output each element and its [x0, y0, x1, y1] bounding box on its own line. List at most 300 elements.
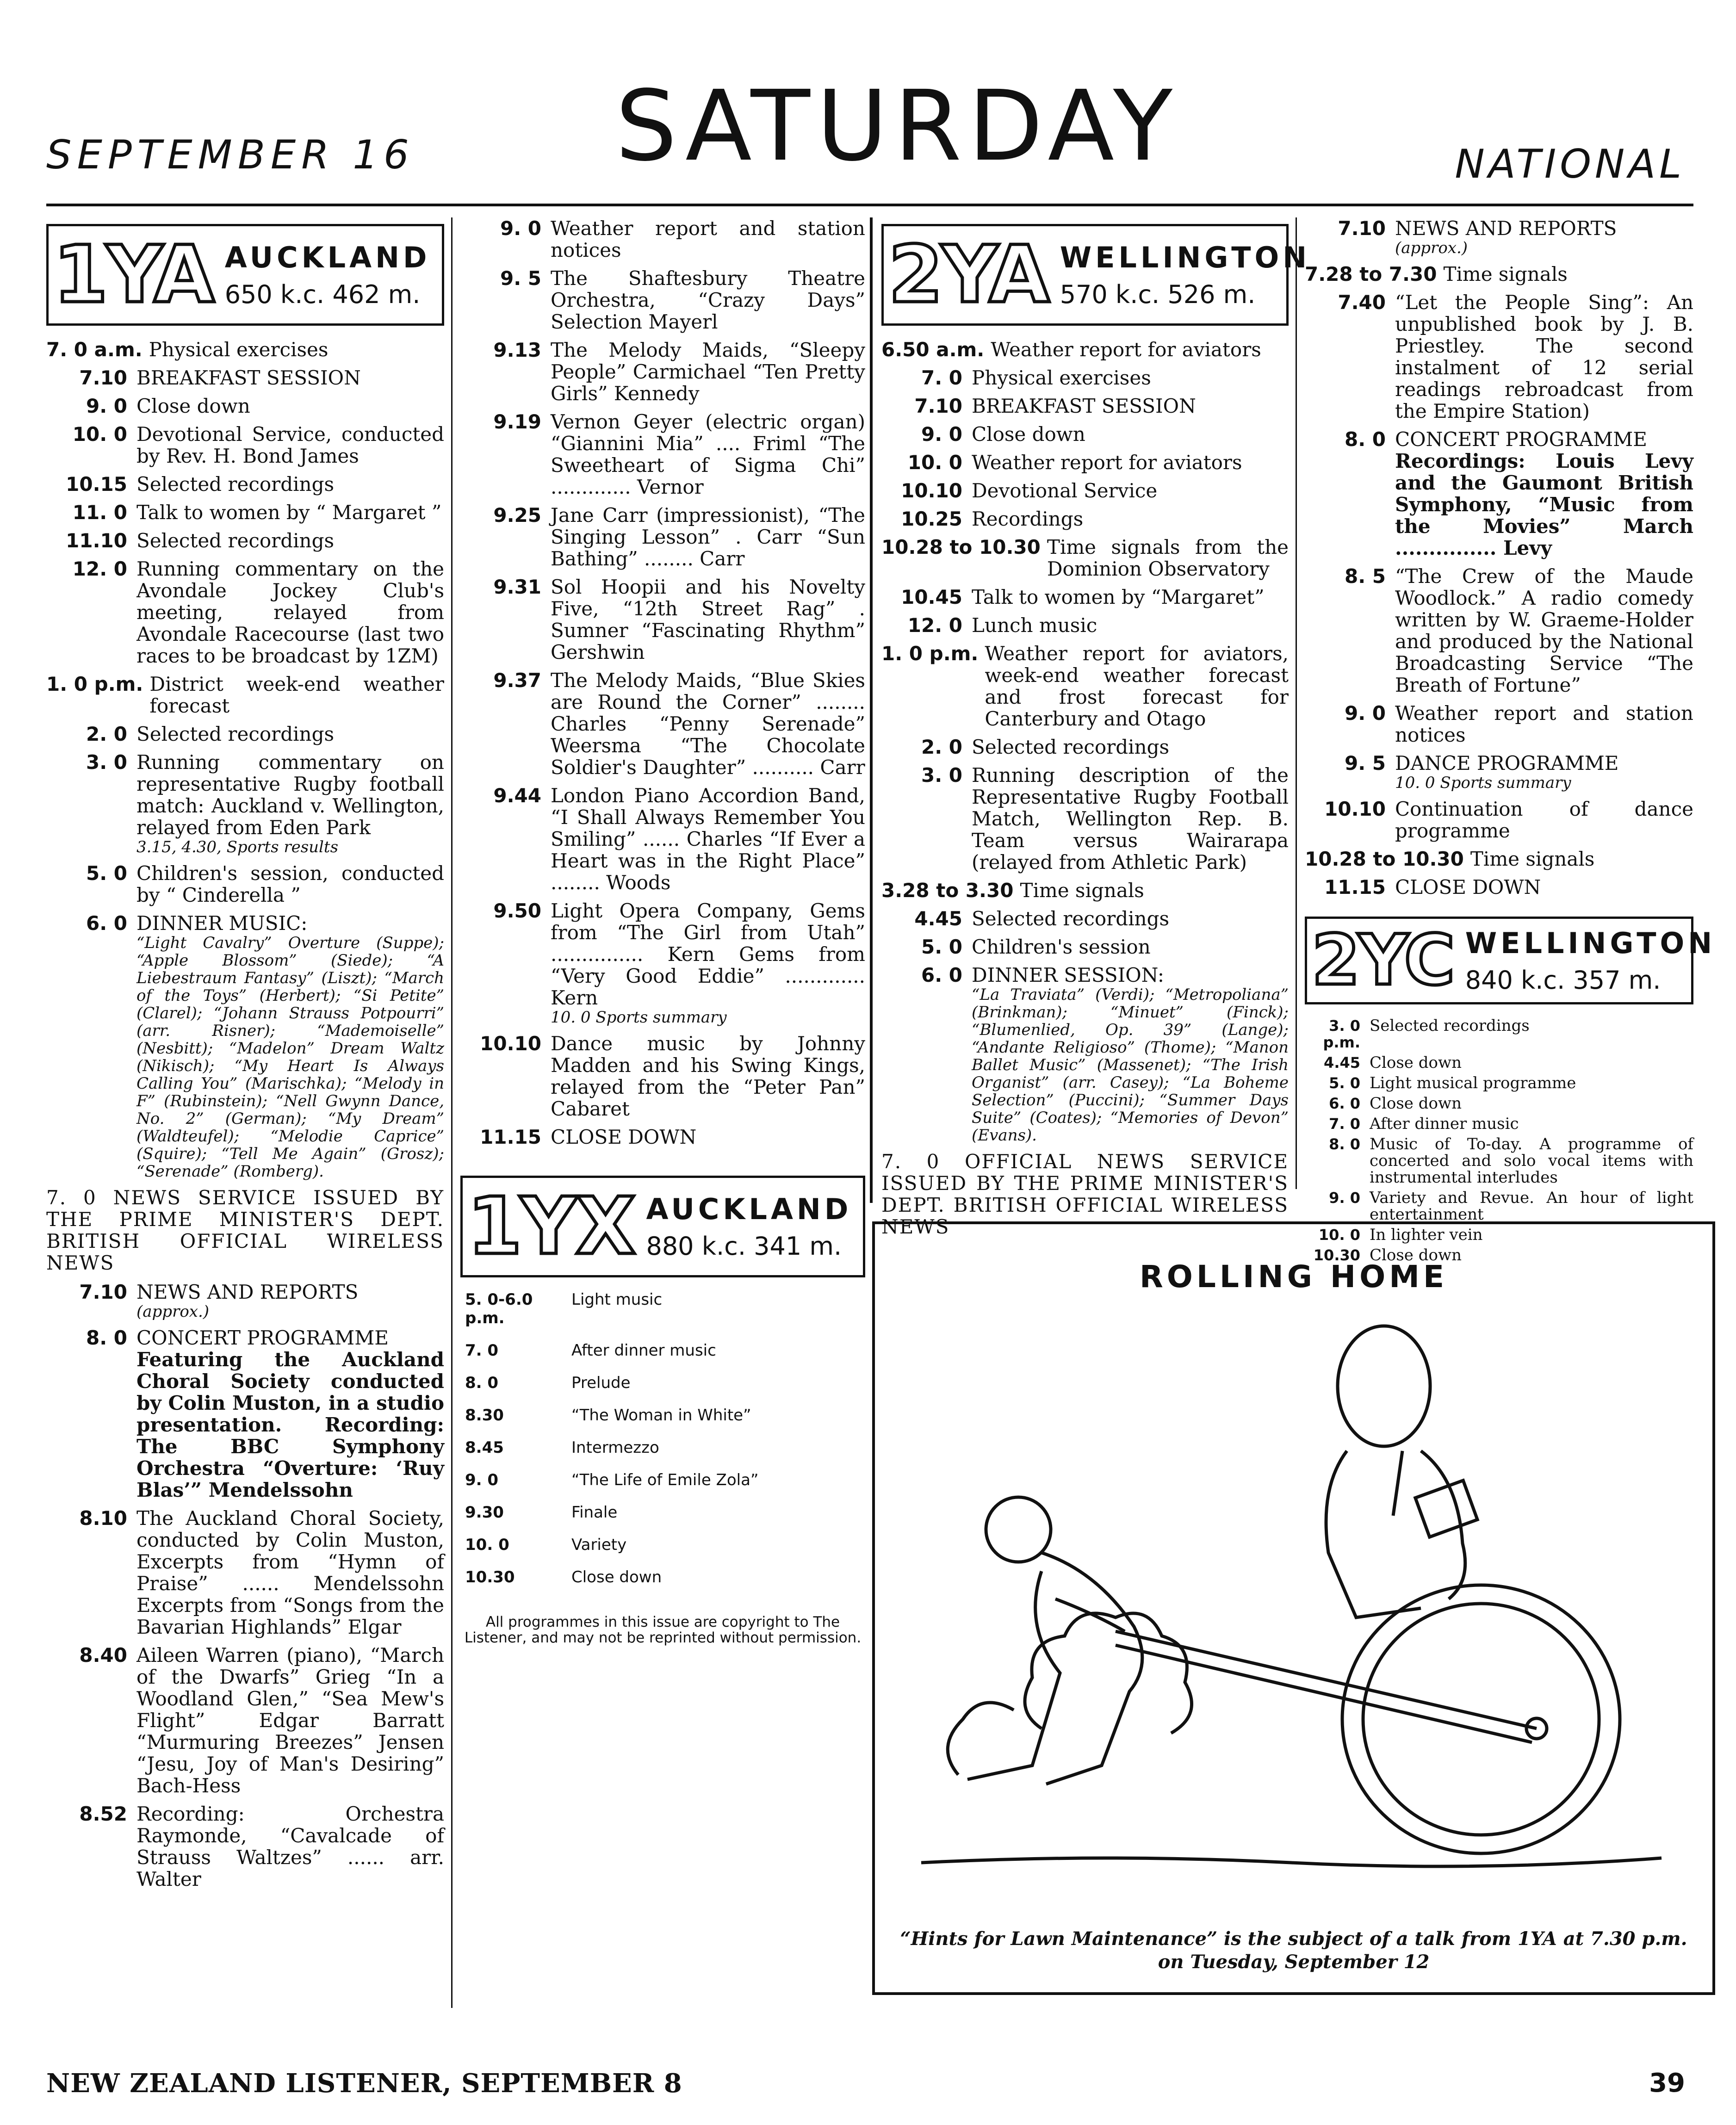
programme-entry — [46, 502, 444, 523]
programme-time: 7. 0 — [465, 1341, 499, 1360]
programme-body — [972, 764, 1289, 873]
programme-entry — [46, 339, 444, 360]
programme-title: Sol Hoopii and his Novelty Five, “12th Street Rag” . Sumner “Fascinating Rhythm” Gershwin — [551, 576, 865, 663]
programme-title: Aileen Warren (piano), “March of the Dwarfs” Grieg “In a Woodland Glen,” “Sea Mew's Flight” Edgar Barratt “Murmuring Breezes” Jensen “Jesu, Joy of Man's Desiring” Bach-Hess — [136, 1644, 444, 1797]
station-logo: 2YC — [1312, 920, 1453, 1001]
programme-body — [136, 395, 444, 417]
programme-entry — [881, 964, 1289, 1144]
programme-time: 10.45 — [901, 586, 962, 608]
programme-time: 3. 0 p.m. — [1323, 1017, 1360, 1051]
programme-entry — [881, 643, 1289, 730]
programme-time: 7.10 — [79, 1281, 127, 1303]
programme-time: 8. 0 — [1344, 428, 1386, 451]
programme-time: 8.52 — [79, 1803, 127, 1825]
programme-time: 9. 0 — [921, 423, 962, 446]
programme-body — [571, 1438, 865, 1457]
programme-entry — [1305, 1190, 1693, 1223]
programme-title: BREAKFAST SESSION — [136, 366, 361, 389]
programme-time: 5. 0-6.0 p.m. — [465, 1290, 533, 1327]
programme-entry — [1305, 291, 1693, 422]
programme-details: Recordings: Louis Levy and the Gaumont British Symphony, “Music from the Movies” March ............... Levy — [1395, 450, 1693, 559]
programme-body — [972, 936, 1289, 958]
programme-time: 8. 5 — [1344, 565, 1386, 588]
programme-body — [1370, 1017, 1693, 1051]
programme-entry — [1305, 876, 1693, 898]
page-date: SEPTEMBER 16 — [46, 132, 415, 178]
programme-title: Light music — [571, 1290, 663, 1309]
programme-title: Weather report and station notices — [551, 217, 865, 261]
station-frequency: 880 k.c. 341 m. — [646, 1232, 842, 1261]
programme-note: 10. 0 Sports summary — [551, 1008, 727, 1027]
programme-list — [881, 339, 1289, 1238]
programme-time: 4.45 — [1324, 1054, 1360, 1072]
programme-title: Talk to women by “ Margaret ” — [136, 501, 442, 524]
programme-entry — [46, 912, 444, 1180]
column-2YA-cont — [1305, 217, 1716, 1267]
programme-time: 9.13 — [493, 339, 541, 361]
programme-entry — [46, 558, 444, 667]
programme-time: 8.45 — [465, 1438, 504, 1457]
programme-body — [1370, 1136, 1693, 1186]
programme-entry — [46, 1507, 444, 1638]
programme-body — [551, 576, 865, 663]
programme-body — [1370, 1190, 1693, 1223]
programme-entry — [460, 1290, 865, 1327]
programme-time: 2. 0 — [921, 736, 962, 758]
programme-time: 8. 0 — [86, 1326, 127, 1349]
programme-time: 8. 0 — [465, 1374, 499, 1392]
programme-time: 9.30 — [465, 1503, 504, 1522]
programme-title: Time signals — [1470, 848, 1595, 870]
programme-title: Devotional Service — [972, 479, 1158, 502]
programme-time: 9. 0 — [86, 395, 127, 417]
programme-title: Close down — [1370, 1246, 1462, 1264]
programme-title: Vernon Geyer (electric organ) “Giannini Mia” .... Friml “The Sweetheart of Sigma Chi” ............. Vernor — [551, 410, 865, 498]
illustration-title: ROLLING HOME — [1139, 1259, 1448, 1295]
programme-entry — [881, 395, 1289, 417]
programme-body — [551, 217, 865, 261]
programme-list — [46, 339, 444, 1890]
programme-body — [1395, 217, 1693, 257]
programme-entry — [881, 880, 1289, 901]
programme-title: Devotional Service, conducted by Rev. H. Bond James — [136, 423, 444, 467]
programme-time: 3. 0 — [86, 751, 127, 774]
programme-title: Running commentary on the Avondale Jockey Club's meeting, relayed from Avondale Racecourse (last two races to be broadcast by 1ZM) — [136, 558, 444, 667]
programme-time: 10.10 — [901, 479, 962, 502]
programme-body — [1395, 798, 1693, 842]
programme-title: Close down — [1370, 1094, 1462, 1113]
programme-time: 11.10 — [66, 529, 127, 552]
programme-entry — [46, 862, 444, 906]
news-notice: 7. 0 OFFICIAL NEWS SERVICE ISSUED BY THE PRIME MINISTER'S DEPT. BRITISH OFFICIAL WIRELESS NEWS — [881, 1150, 1289, 1238]
column-divider-2 — [870, 217, 873, 1203]
programme-title: CLOSE DOWN — [1395, 876, 1541, 898]
programme-body — [1395, 428, 1693, 559]
programme-entry — [1305, 565, 1693, 696]
programme-entry — [881, 339, 1289, 360]
programme-title: “The Life of Emile Zola” — [571, 1471, 759, 1489]
footer-publication: NEW ZEALAND LISTENER, SEPTEMBER 8 — [46, 2068, 682, 2099]
news-notice: 7. 0 NEWS SERVICE ISSUED BY THE PRIME MINISTER'S DEPT. BRITISH OFFICIAL WIRELESS NEWS — [46, 1186, 444, 1274]
station-box-2YC — [1305, 917, 1716, 1004]
programme-entry — [460, 1374, 865, 1392]
programme-body — [1020, 880, 1289, 901]
programme-body — [1370, 1095, 1693, 1112]
programme-title: CONCERT PROGRAMME — [136, 1326, 389, 1349]
programme-time: 10.28 to 10.30 — [881, 536, 1041, 558]
programme-entry — [46, 1327, 444, 1501]
programme-entry — [46, 473, 444, 495]
programme-entry — [46, 367, 444, 389]
programme-body — [551, 339, 865, 404]
programme-time: 10. 0 — [907, 451, 962, 474]
programme-body — [551, 1126, 865, 1148]
programme-body — [136, 558, 444, 667]
programme-entry — [460, 1438, 865, 1457]
programme-title: Intermezzo — [571, 1438, 659, 1457]
programme-entry — [46, 673, 444, 717]
programme-title: Physical exercises — [972, 366, 1151, 389]
programme-title: Music of To-day. A programme of concerted and solo vocal items with instrumental interludes — [1370, 1135, 1693, 1187]
programme-entry — [1305, 263, 1693, 285]
programme-body — [136, 1507, 444, 1638]
programme-body — [991, 339, 1289, 360]
programme-time: 10. 0 — [72, 423, 127, 446]
programme-body — [136, 530, 444, 551]
programme-body — [1370, 1054, 1693, 1071]
programme-entry — [1305, 1054, 1693, 1071]
programme-time: 10.25 — [901, 508, 962, 530]
programme-time: 10.30 — [465, 1568, 515, 1586]
programme-title: Continuation of dance programme — [1395, 798, 1693, 842]
programme-time: 5. 0 — [921, 935, 962, 958]
programme-time: 10.28 to 10.30 — [1305, 848, 1464, 870]
programme-body — [571, 1568, 865, 1586]
programme-note: 10. 0 Sports summary — [1395, 774, 1571, 792]
programme-title: Lunch music — [972, 614, 1097, 637]
programme-time: 7. 0 — [921, 366, 962, 389]
station-box-2YA — [881, 224, 1311, 326]
programme-body — [972, 586, 1289, 608]
programme-title: CONCERT PROGRAMME — [1395, 428, 1647, 451]
column-1YA-cont — [460, 217, 865, 1646]
programme-time: 5. 0 — [1329, 1074, 1360, 1092]
programme-entry — [881, 480, 1289, 502]
illustration-caption: “Hints for Lawn Maintenance” is the subject of a talk from 1YA at 7.30 p.m. on Tuesday, September 12 — [900, 1928, 1687, 1973]
programme-body — [1443, 263, 1693, 285]
programme-time: 11.15 — [480, 1126, 541, 1148]
programme-entry — [881, 367, 1289, 389]
programme-title: Talk to women by “Margaret” — [972, 586, 1265, 608]
programme-entry — [1305, 1017, 1693, 1051]
programme-title: Running commentary on representative Rugby football match: Auckland v. Wellington, relayed from Eden Park — [136, 751, 444, 839]
programme-title: Selected recordings — [1370, 1016, 1530, 1035]
programme-entry — [1305, 1095, 1693, 1112]
programme-entry — [881, 423, 1289, 445]
programme-time: 3.28 to 3.30 — [881, 879, 1014, 902]
header-rule — [46, 204, 1693, 206]
programme-entry — [881, 452, 1289, 473]
programme-entry — [881, 736, 1289, 758]
programme-title: CLOSE DOWN — [551, 1126, 697, 1148]
programme-body — [571, 1536, 865, 1554]
station-logo: 2YA — [888, 229, 1048, 321]
programme-title: NEWS AND REPORTS — [1395, 217, 1617, 240]
programme-title: After dinner music — [1370, 1115, 1519, 1133]
programme-title: Variety and Revue. An hour of light entertainment — [1370, 1189, 1693, 1224]
programme-body — [1370, 1075, 1693, 1091]
programme-entry — [1305, 752, 1693, 792]
programme-entry — [460, 217, 865, 261]
programme-time: 4.45 — [914, 907, 962, 930]
programme-time: 11.15 — [1324, 876, 1386, 898]
programme-entry — [460, 1503, 865, 1522]
programme-title: Selected recordings — [136, 723, 335, 745]
programme-body — [136, 1327, 444, 1501]
programme-entry — [881, 586, 1289, 608]
station-frequency: 650 k.c. 462 m. — [224, 280, 421, 309]
programme-entry — [460, 339, 865, 404]
programme-time: 10.30 — [1313, 1246, 1360, 1264]
programme-entry — [460, 1536, 865, 1554]
programme-body — [972, 395, 1289, 417]
programme-entry — [1305, 217, 1693, 257]
programme-body — [972, 964, 1289, 1144]
programme-time: 9. 5 — [500, 267, 541, 290]
programme-title: District week-end weather forecast — [149, 673, 444, 717]
programme-entry — [460, 900, 865, 1026]
programme-title: Dance music by Johnny Madden and his Swing Kings, relayed from the “Peter Pan” Cabaret — [551, 1032, 865, 1120]
programme-time: 9.37 — [493, 669, 541, 692]
programme-entry — [46, 1281, 444, 1320]
programme-title: Prelude — [571, 1374, 631, 1392]
programme-body — [136, 1803, 444, 1890]
programme-entry — [881, 536, 1289, 580]
column-1YA — [46, 217, 444, 1896]
programme-entry — [460, 1406, 865, 1425]
programme-title: Children's session, conducted by “ Cinderella ” — [136, 862, 444, 906]
programme-title: Children's session — [972, 935, 1151, 958]
programme-title: DINNER MUSIC: — [136, 912, 308, 935]
programme-title: DINNER SESSION: — [972, 964, 1165, 986]
programme-time: 9. 0 — [500, 217, 541, 240]
programme-title: Weather report and station notices — [1395, 702, 1693, 746]
programme-note: (approx.) — [136, 1302, 210, 1321]
programme-body — [136, 723, 444, 745]
programme-body — [136, 367, 444, 389]
programme-entry — [46, 1644, 444, 1797]
station-city: WELLINGTON — [1465, 926, 1716, 960]
programme-body — [571, 1471, 865, 1489]
programme-title: Selected recordings — [136, 529, 335, 552]
programme-time: 8.40 — [79, 1644, 127, 1667]
programme-title: Close down — [571, 1568, 662, 1586]
programme-time: 12. 0 — [72, 558, 127, 580]
programme-body — [551, 900, 865, 1026]
programme-entry — [460, 576, 865, 663]
programme-entry — [460, 504, 865, 570]
programme-time: 7.40 — [1338, 291, 1386, 314]
programme-body — [1395, 702, 1693, 746]
programme-body — [136, 423, 444, 467]
programme-entry — [460, 785, 865, 893]
programme-time: 8. 0 — [1329, 1135, 1360, 1153]
programme-time: 1. 0 p.m. — [881, 642, 979, 665]
programme-time: 11. 0 — [72, 501, 127, 524]
programme-time: 1. 0 p.m. — [46, 673, 143, 695]
station-logo: 1YA — [53, 229, 213, 321]
programme-entry — [881, 508, 1289, 530]
programme-time: 6. 0 — [921, 964, 962, 986]
copyright-notice: All programmes in this issue are copyright to The Listener, and may not be reprinted without permission. — [464, 1614, 862, 1646]
station-box-1YX — [460, 1176, 865, 1277]
programme-time: 9.50 — [493, 899, 541, 922]
programme-entry — [460, 669, 865, 778]
programme-title: The Melody Maids, “Sleepy People” Carmichael “Ten Pretty Girls” Kennedy — [551, 339, 865, 405]
station-frequency: 570 k.c. 526 m. — [1060, 280, 1256, 309]
programme-body — [571, 1374, 865, 1392]
programme-title: Weather report for aviators — [972, 451, 1242, 474]
programme-body — [149, 339, 444, 360]
programme-body — [972, 736, 1289, 758]
programme-body — [551, 411, 865, 498]
programme-entry — [1305, 848, 1693, 870]
programme-time: 10.15 — [66, 473, 127, 496]
programme-title: Running description of the Representative Rugby Football Match, Wellington Rep. B. Team versus Wairarapa (relayed from Athletic Park) — [972, 764, 1289, 874]
programme-time: 9.19 — [493, 410, 541, 433]
programme-body — [149, 673, 444, 717]
network-label: NATIONAL — [1455, 141, 1685, 187]
programme-note: “Light Cavalry” Overture (Suppe); “Apple Blossom” (Siede); “A Liebestraum Fantasy” (Liszt); “March of the Toys” (Herbert); “Si Petite” (Clarel); “Johann Strauss Potpourri” (arr. Risner); “Mademoiselle” (Nesbitt); “Madelon” Dream Waltz (Nikisch); “My Heart Is Always Calling You” (Marischka); “Melody in F” (Rubinstein); “Nell Gwynn Dance, No. 2” (German); “My Dream” (Waldteufel); “Melodie Caprice” (Squire); “Tell Me Again” (Grosz); “Serenade” (Romberg). — [136, 934, 444, 1181]
programme-entry — [460, 1033, 865, 1120]
programme-time: 6. 0 — [1329, 1095, 1360, 1112]
programme-time: 9.25 — [493, 504, 541, 527]
programme-time: 7.28 to 7.30 — [1305, 263, 1437, 285]
programme-note: “La Traviata” (Verdi); “Metropoliana” (Brinkman); “Minuet” (Finck); “Blumenlied, Op. 39” (Lange); “Andante Religioso” (Thome); “Manon Ballet Music” (Massenet); “The Irish Organist” (arr. Casey); “La Boheme Selection” (Puccini); “Summer Days Suite” (Coates); “Memories of Devon” (Evans). — [972, 985, 1289, 1145]
programme-entry — [1305, 702, 1693, 746]
programme-body — [1370, 1115, 1693, 1132]
programme-entry — [1305, 1115, 1693, 1132]
programme-time: 6.50 a.m. — [881, 338, 985, 361]
programme-time: 7.10 — [79, 366, 127, 389]
programme-note: (approx.) — [1395, 239, 1468, 257]
programme-title: The Shaftesbury Theatre Orchestra, “Crazy Days” Selection Mayerl — [551, 267, 865, 333]
programme-body — [985, 643, 1289, 730]
programme-title: In lighter vein — [1370, 1226, 1483, 1244]
programme-entry — [46, 1803, 444, 1890]
programme-title: Weather report for aviators — [991, 338, 1261, 361]
programme-entry — [1305, 1075, 1693, 1091]
programme-list — [460, 217, 865, 1148]
programme-time: 6. 0 — [86, 912, 127, 935]
programme-time: 7. 0 — [1329, 1115, 1360, 1133]
cartoon-lawn-roller-image — [903, 1312, 1685, 1914]
programme-entry — [46, 530, 444, 551]
programme-time: 9. 0 — [1329, 1189, 1360, 1207]
programme-body — [551, 1033, 865, 1120]
programme-entry — [460, 1568, 865, 1586]
column-2YA — [881, 217, 1311, 1245]
programme-title: The Melody Maids, “Blue Skies are Round the Corner” ........ Charles “Penny Serenade” Weersma “The Chocolate Soldier's Daughter” .......... Carr — [551, 669, 865, 779]
programme-body — [972, 367, 1289, 389]
programme-list — [1305, 217, 1693, 898]
programme-time: 9. 5 — [1344, 752, 1386, 774]
programme-body — [571, 1503, 865, 1522]
programme-time: 9. 0 — [1344, 702, 1386, 725]
programme-body — [551, 669, 865, 778]
programme-title: Recording: Orchestra Raymonde, “Cavalcade of Strauss Waltzes” ...... arr. Walter — [136, 1803, 444, 1890]
programme-time: 8.10 — [79, 1507, 127, 1530]
programme-time: 8.30 — [465, 1406, 504, 1425]
programme-time: 5. 0 — [86, 862, 127, 885]
programme-note: 3.15, 4.30, Sports results — [136, 838, 339, 856]
programme-title: Finale — [571, 1503, 618, 1522]
programme-time: 9.44 — [493, 784, 541, 807]
column-divider-3 — [1296, 217, 1297, 1189]
programme-entry — [881, 614, 1289, 636]
programme-title: Physical exercises — [149, 338, 329, 361]
programme-entry — [1305, 428, 1693, 559]
programme-title: Close down — [136, 395, 250, 417]
programme-title: Weather report for aviators, week-end weather forecast and frost forecast for Canterbury and Otago — [985, 642, 1289, 730]
programme-body — [1395, 291, 1693, 422]
programme-title: Variety — [571, 1536, 627, 1554]
programme-title: DANCE PROGRAMME — [1395, 752, 1619, 774]
programme-body — [136, 1281, 444, 1320]
programme-body — [1395, 876, 1693, 898]
programme-time: 12. 0 — [907, 614, 962, 637]
programme-title: “Let the People Sing”: An unpublished book by J. B. Priestley. The second instalment of 12 serial readings rebroadcast from the Empire Station) — [1395, 291, 1693, 422]
programme-body — [1470, 848, 1693, 870]
programme-entry — [881, 936, 1289, 958]
programme-title: BREAKFAST SESSION — [972, 395, 1196, 417]
programme-title: Time signals from the Dominion Observatory — [1047, 536, 1289, 580]
programme-list-1YX — [460, 1290, 865, 1586]
programme-body — [571, 1290, 865, 1327]
programme-entry — [46, 423, 444, 467]
programme-time: 7.10 — [914, 395, 962, 417]
page-day-title: SATURDAY — [615, 69, 1179, 183]
programme-body — [136, 1644, 444, 1797]
programme-body — [571, 1341, 865, 1360]
programme-entry — [1305, 798, 1693, 842]
programme-entry — [46, 751, 444, 856]
programme-title: London Piano Accordion Band, “I Shall Always Remember You Smiling” ...... Charles “If Ever a Heart was in the Right Place” ........ Woods — [551, 784, 865, 894]
programme-body — [972, 908, 1289, 929]
programme-body — [1395, 752, 1693, 792]
programme-body — [1395, 565, 1693, 696]
programme-entry — [460, 267, 865, 333]
programme-time: 3. 0 — [921, 764, 962, 787]
programme-body — [136, 751, 444, 856]
programme-body — [136, 473, 444, 495]
programme-title: “The Woman in White” — [571, 1406, 751, 1425]
programme-time: 9. 0 — [465, 1471, 499, 1489]
programme-body — [1047, 536, 1289, 580]
station-box-1YA — [46, 224, 444, 326]
programme-entry — [881, 908, 1289, 929]
programme-body — [972, 480, 1289, 502]
programme-title: Selected recordings — [972, 736, 1170, 758]
programme-entry — [460, 1471, 865, 1489]
station-logo: 1YX — [467, 1181, 634, 1272]
programme-time: 7. 0 a.m. — [46, 338, 143, 361]
programme-body — [551, 267, 865, 333]
programme-body — [972, 508, 1289, 530]
programme-entry — [460, 411, 865, 498]
programme-entry — [46, 395, 444, 417]
column-divider-1 — [451, 217, 453, 2008]
